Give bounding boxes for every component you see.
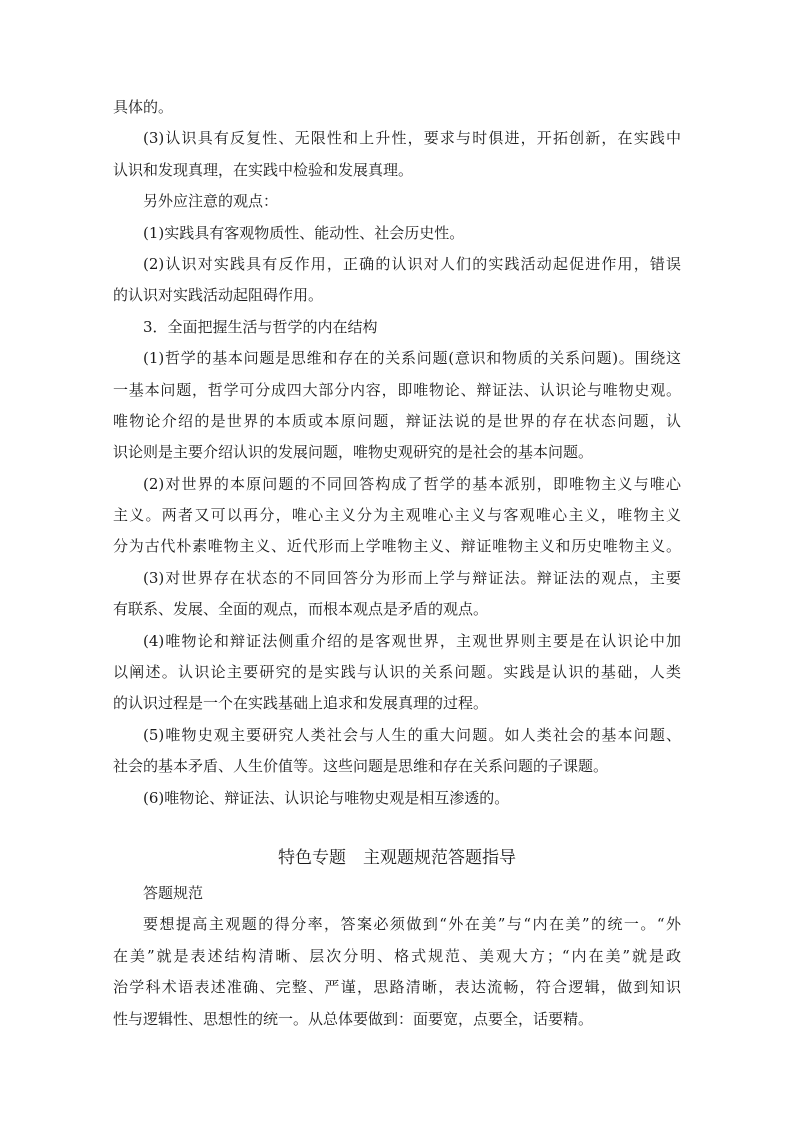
- text-line: 的认识对实践活动起阻碍作用。: [113, 286, 324, 305]
- text-line: (1)哲学的基本问题是思维和存在的关系问题(意识和物质的关系问题)。围绕这: [143, 349, 681, 368]
- text-line: (4)唯物论和辩证法侧重介绍的是客观世界，主观世界则主要是在认识论中加: [143, 631, 681, 650]
- text-line: (5)唯物史观主要研究人类社会与人生的重大问题。如人类社会的基本问题、: [143, 725, 681, 744]
- page-heading: 特色专题 主观题规范答题指导: [278, 847, 516, 868]
- text-line: 唯物论介绍的是世界的本质或本原问题，辩证法说的是世界的存在状态问题，认: [113, 411, 681, 430]
- text-line: 以阐述。认识论主要研究的是实践与认识的关系问题。实践是认识的基础，人类: [113, 663, 681, 682]
- text-line: (3)对世界存在状态的不同回答分为形而上学与辩证法。辩证法的观点，主要: [143, 568, 681, 587]
- text-line: (2)对世界的本原问题的不同回答构成了哲学的基本派别，即唯物主义与唯心: [143, 474, 681, 493]
- text-line: 具体的。: [113, 98, 174, 116]
- text-line: 一基本问题，哲学可分成四大部分内容，即唯物论、辩证法、认识论与唯物史观。: [113, 380, 681, 399]
- subheading: 答题规范: [143, 883, 204, 902]
- text-line: 分为古代朴素唯物主义、近代形而上学唯物主义、辩证唯物主义和历史唯物主义。: [113, 537, 681, 556]
- text-line: 社会的基本矛盾、人生价值等。这些问题是思维和存在关系问题的子课题。: [113, 757, 609, 776]
- section-heading: 3．全面把握生活与哲学的内在结构: [143, 317, 378, 336]
- text-line: 的认识过程是一个在实践基础上追求和发展真理的过程。: [113, 694, 489, 713]
- document-page: [113, 92, 681, 1035]
- text-line: (1)实践具有客观物质性、能动性、社会历史性。: [143, 223, 465, 242]
- text-line: 认识和发现真理，在实践中检验和发展真理。: [113, 160, 414, 179]
- text-line: (6)唯物论、辩证法、认识论与唯物史观是相互渗透的。: [143, 788, 510, 807]
- text-line: 识论则是主要介绍认识的发展问题，唯物史观研究的是社会的基本问题。: [113, 443, 594, 462]
- text-line: 性与逻辑性、思想性的统一。从总体要做到：面要宽，点要全，话要精。: [113, 1009, 594, 1028]
- text-line: 主义。两者又可以再分，唯心主义分为主观唯心主义与客观唯心主义，唯物主义: [113, 506, 681, 525]
- text-line: 有联系、发展、全面的观点，而根本观点是矛盾的观点。: [113, 600, 489, 619]
- text-line: (3)认识具有反复性、无限性和上升性，要求与时俱进，开拓创新，在实践中: [143, 129, 681, 148]
- text-line: 要想提高主观题的得分率，答案必须做到“外在美”与“内在美”的统一。“外: [143, 915, 681, 934]
- text-line: (2)认识对实践具有反作用，正确的认识对人们的实践活动起促进作用，错误: [143, 254, 681, 273]
- text-line: 在美”就是表述结构清晰、层次分明、格式规范、美观大方；“内在美”就是政: [113, 946, 681, 965]
- text-line: 治学科术语表述准确、完整、严谨，思路清晰，表达流畅，符合逻辑，做到知识: [113, 978, 681, 997]
- text-line: 另外应注意的观点：: [143, 192, 279, 211]
